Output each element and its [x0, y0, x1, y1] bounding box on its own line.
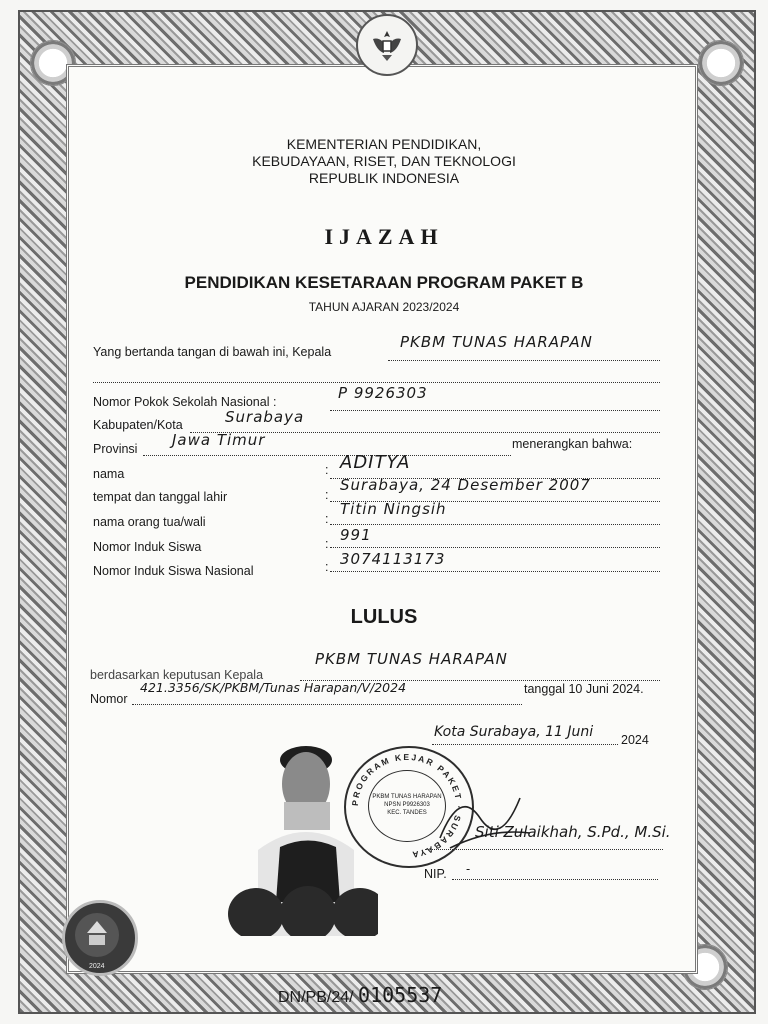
- fill-line: [132, 704, 522, 705]
- decision-basis-label: berdasarkan keputusan Kepala: [90, 668, 264, 682]
- nis-label: Nomor Induk Siswa: [93, 540, 202, 554]
- intro-value: PKBM TUNAS HARAPAN: [400, 333, 593, 351]
- colon: :: [325, 488, 329, 502]
- province-label: Provinsi: [93, 442, 138, 456]
- ministry-line-1: KEMENTERIAN PENDIDIKAN,: [286, 136, 482, 152]
- city-value: Surabaya: [225, 408, 305, 426]
- decision-number-value: 421.3356/SK/PKBM/Tunas Harapan/V/2024: [140, 680, 407, 695]
- handwritten-signature: [430, 778, 540, 858]
- nisn-label: Nomor Induk Siswa Nasional: [93, 564, 254, 578]
- fill-line: [143, 455, 511, 456]
- stamp-line: KEC. TANDES: [387, 810, 427, 816]
- fill-line: [330, 524, 660, 525]
- garuda-emblem-icon: [356, 14, 418, 76]
- decision-basis-value: PKBM TUNAS HARAPAN: [315, 650, 508, 668]
- birth-label: tempat dan tanggal lahir: [93, 490, 228, 504]
- program-title: PENDIDIKAN KESETARAAN PROGRAM PAKET B: [184, 273, 584, 292]
- colon: :: [325, 560, 329, 574]
- serial-prefix: DN/PB/24/: [278, 989, 354, 1006]
- document-title: IJAZAH: [324, 224, 444, 249]
- fill-line: [432, 744, 618, 745]
- fill-line: [330, 410, 660, 411]
- svg-text:PROGRAM KEJAR PAKET · SURABAYA: PROGRAM KEJAR PAKET · SURABAYA: [349, 751, 465, 861]
- logo-year: 2024: [89, 963, 105, 970]
- ministry-heading: [0, 136, 768, 187]
- serial-number: [278, 983, 442, 1007]
- fill-line: [425, 849, 663, 850]
- signing-year: 2024: [621, 733, 649, 747]
- result-status: LULUS: [350, 606, 418, 628]
- stamp-line: NPSN P9926303: [384, 802, 430, 808]
- nisn-value: 3074113173: [340, 550, 446, 568]
- province-value: Jawa Timur: [172, 431, 266, 449]
- npsn-value: P 9926303: [338, 384, 428, 402]
- birth-value: Surabaya, 24 Desember 2007: [340, 476, 591, 494]
- tut-wuri-handayani-logo: [62, 900, 138, 976]
- ministry-line-2: KEBUDAYAAN, RISET, DAN TEKNOLOGI: [252, 153, 516, 169]
- parent-label: nama orang tua/wali: [93, 515, 206, 529]
- decision-number-label: Nomor: [90, 692, 128, 706]
- colon: :: [325, 537, 329, 551]
- ministry-line-3: REPUBLIK INDONESIA: [308, 170, 460, 186]
- corner-ornament-top-right: [698, 40, 744, 86]
- fill-line: [388, 360, 660, 361]
- nip-value: -: [466, 862, 471, 876]
- city-label: Kabupaten/Kota: [93, 418, 183, 432]
- academic-year: TAHUN AJARAN 2023/2024: [308, 300, 460, 314]
- fill-line: [330, 547, 660, 548]
- fill-line: [452, 879, 658, 880]
- serial-digits: 0105537: [358, 983, 443, 1007]
- colon: :: [325, 512, 329, 526]
- signing-place-date: Kota Surabaya, 11 Juni: [434, 724, 594, 740]
- npsn-label: Nomor Pokok Sekolah Nasional :: [93, 395, 277, 409]
- colon: :: [325, 463, 329, 477]
- stamp-line: PKBM TUNAS HARAPAN: [372, 794, 442, 800]
- declares-label: menerangkan bahwa:: [512, 437, 633, 451]
- intro-label: Yang bertanda tangan di bawah ini, Kepala: [93, 345, 332, 359]
- name-label: nama: [93, 467, 125, 481]
- nis-value: 991: [340, 526, 372, 544]
- parent-value: Titin Ningsih: [340, 500, 447, 518]
- nip-label: NIP.: [424, 867, 447, 881]
- fill-line: [330, 571, 660, 572]
- decision-date-label: tanggal 10 Juni 2024.: [524, 682, 644, 696]
- student-name-value: ADITYA: [340, 452, 411, 473]
- fill-line: [93, 382, 660, 383]
- signer-name: Siti Zulaikhah, S.Pd., M.Si.: [475, 823, 671, 841]
